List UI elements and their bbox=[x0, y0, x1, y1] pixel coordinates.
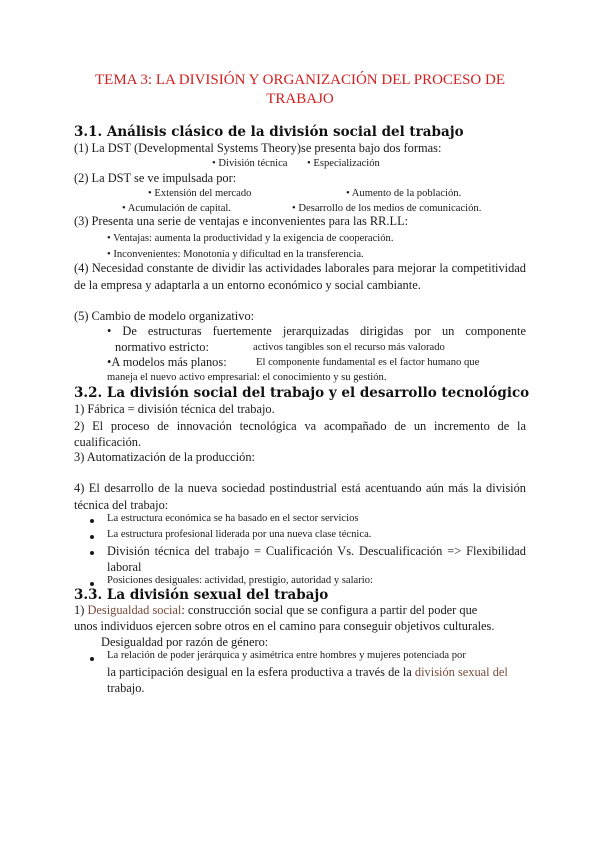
document-title-line-1: TEMA 3: LA DIVISIÓN Y ORGANIZACIÓN DEL PROCESO DE bbox=[95, 72, 505, 88]
bullet-dot bbox=[90, 535, 94, 539]
componente-fundamental-note: El componente fundamental es el factor humano que bbox=[256, 357, 480, 368]
bullet-estructuras-jerarquizadas: • De estructuras fuertemente jerarquizadas dirigidas por un componente bbox=[107, 324, 526, 338]
document-title-line-2: TRABAJO bbox=[266, 91, 334, 107]
bullet-dot bbox=[90, 582, 94, 586]
bullet-posiciones-desiguales: Posiciones desiguales: actividad, prestigio, autoridad y salario: bbox=[107, 575, 373, 586]
paragraph-3-2-item-1: 1) Fábrica = división técnica del trabajo. bbox=[74, 402, 275, 416]
paragraph-3-1-item-5: (5) Cambio de modelo organizativo: bbox=[74, 309, 255, 323]
paragraph-3-2-item-2: 2) El proceso de innovación tecnológica va acompañado de un incremento de la cualificación. bbox=[74, 419, 526, 449]
bullet-sector-servicios: La estructura económica se ha basado en el sector servicios bbox=[107, 513, 359, 524]
bullet-text: la participación desigual en la esfera productiva a través de la bbox=[107, 665, 412, 679]
bullet-modelos-planos: •A modelos más planos: bbox=[107, 355, 227, 369]
bullet-ventajas: • Ventajas: aumenta la productividad y la exigencia de cooperación. bbox=[107, 233, 394, 244]
bullet-relacion-poder: La relación de poder jerárquica y asimétrica entre hombres y mujeres potenciada por bbox=[107, 650, 466, 661]
bullet-cualificacion: División técnica del trabajo = Cualificación Vs. Descualificación => Flexibilidad bbox=[107, 544, 526, 558]
bullet-acumulacion-capital: • Acumulación de capital. bbox=[122, 203, 232, 214]
bullet-cualificacion-cont: laboral bbox=[107, 560, 142, 574]
paragraph-3-1-item-1: (1) La DST (Developmental Systems Theory)se presenta bajo dos formas: bbox=[74, 141, 442, 155]
subheading-desigualdad-genero: Desigualdad por razón de género: bbox=[101, 635, 269, 649]
paragraph-3-2-item-3: 3) Automatización de la producción: bbox=[74, 450, 255, 464]
definition-text: : construcción social que se configura a partir del poder que bbox=[181, 603, 478, 617]
section-heading-3-1: 3.1. Análisis clásico de la división social del trabajo bbox=[74, 124, 464, 140]
paragraph-3-3-item-1 bbox=[74, 603, 477, 618]
conocimiento-gestion-note: maneja el nuevo activo empresarial: el conocimiento y su gestión. bbox=[107, 372, 387, 383]
section-heading-3-3: 3.3. La división sexual del trabajo bbox=[74, 587, 329, 603]
paragraph-3-1-item-4: (4) Necesidad constante de dividir las actividades laborales para mejorar la competitividad de la empresa y adaptarla a un entorno económico y social cambiante. bbox=[74, 261, 526, 292]
bullet-clase-tecnica: La estructura profesional liderada por una nueva clase técnica. bbox=[107, 529, 372, 540]
bullet-desarrollo-comunicacion: • Desarrollo de los medios de comunicación. bbox=[292, 203, 482, 214]
bullet-dot bbox=[90, 657, 94, 661]
paragraph-3-3-item-1-cont: unos individuos ejercen sobre otros en el camino para conseguir objetivos culturales. bbox=[74, 619, 495, 633]
bullet-normativo-estricto: normativo estricto: bbox=[115, 340, 209, 354]
term-division-sexual: división sexual del bbox=[414, 665, 508, 679]
bullet-dot bbox=[90, 551, 94, 555]
bullet-division-tecnica: • División técnica bbox=[212, 158, 288, 169]
term-desigualdad-social: Desigualdad social bbox=[87, 603, 182, 617]
bullet-inconvenientes: • Inconvenientes: Monotonía y dificultad en la transferencia. bbox=[107, 249, 364, 260]
paragraph-3-2-item-4: 4) El desarrollo de la nueva sociedad postindustrial está acentuando aún más la división técnica del trabajo: bbox=[74, 481, 526, 512]
bullet-especializacion: • Especialización bbox=[307, 158, 380, 169]
bullet-extension-mercado: • Extensión del mercado bbox=[148, 188, 252, 199]
activos-tangibles-note: activos tangibles son el recurso más valorado bbox=[253, 342, 445, 353]
paragraph-3-1-item-2: (2) La DST se ve impulsada por: bbox=[74, 171, 237, 185]
bullet-relacion-poder-end: trabajo. bbox=[107, 681, 145, 695]
bullet-aumento-poblacion: • Aumento de la población. bbox=[346, 188, 462, 199]
item-number: 1) bbox=[74, 603, 85, 617]
paragraph-3-1-item-3: (3) Presenta una serie de ventajas e inconvenientes para las RR.LL: bbox=[74, 214, 409, 228]
bullet-relacion-poder-cont bbox=[107, 665, 508, 680]
section-heading-3-2: 3.2. La división social del trabajo y el desarrollo tecnológico bbox=[74, 385, 530, 401]
bullet-dot bbox=[90, 519, 94, 523]
